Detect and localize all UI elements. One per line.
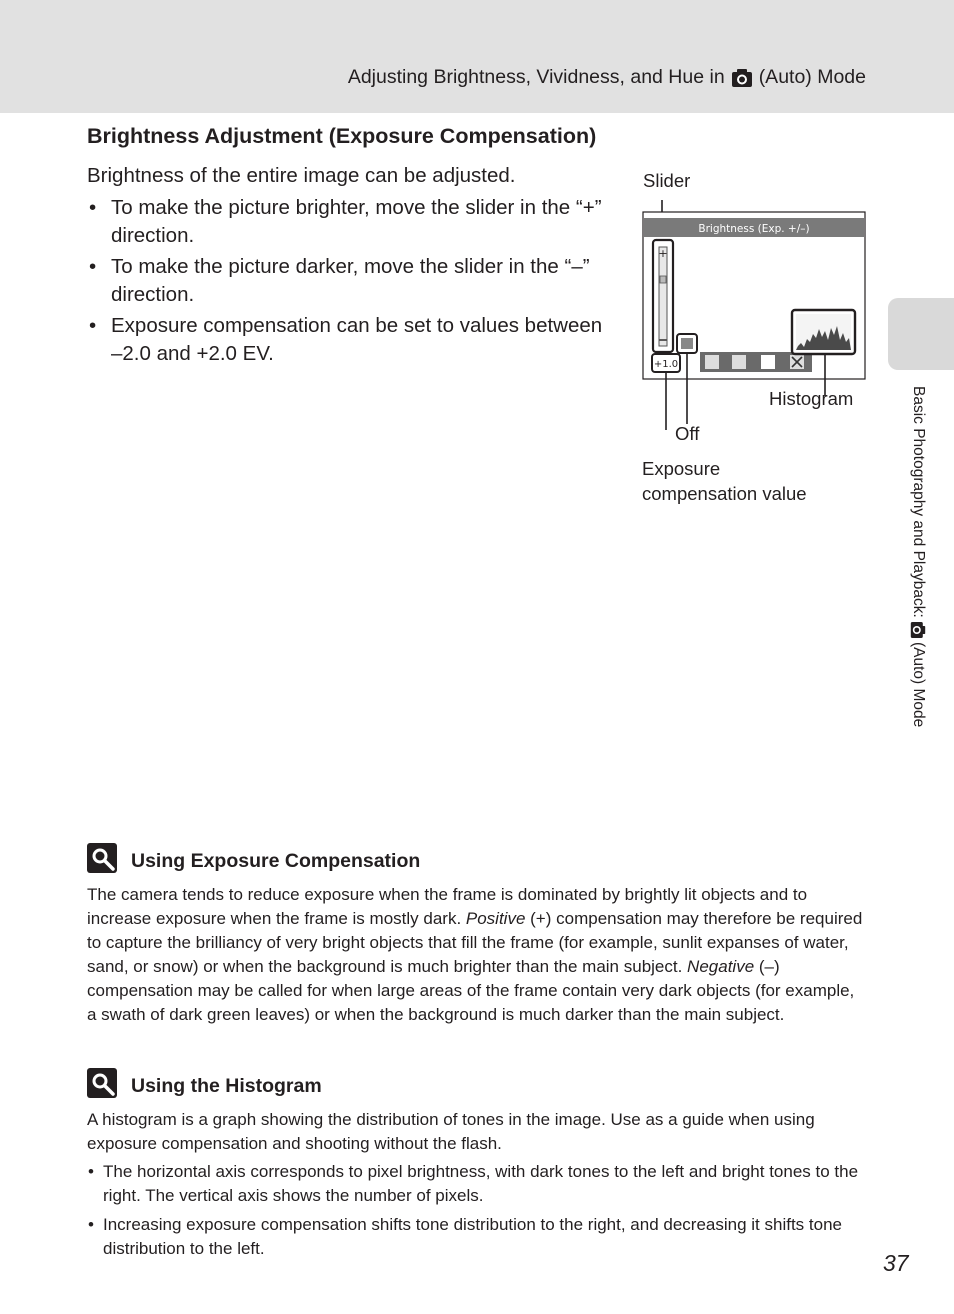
slider-knob (660, 276, 666, 283)
header-title-after: (Auto) Mode (758, 66, 866, 88)
camera-icon (910, 621, 926, 639)
mode-icon-2 (732, 355, 746, 369)
tip-heading (87, 1067, 322, 1098)
mode-icon-1 (705, 355, 719, 369)
tip-emphasis: Negative (687, 957, 755, 976)
screen-title: Brightness (Exp. +/–) (698, 223, 810, 235)
side-label-after: (Auto) Mode (910, 641, 927, 728)
tip-magnifier-icon (87, 843, 117, 873)
callout-exposure-line1: Exposure (642, 458, 721, 479)
section-title: Brightness Adjustment (Exposure Compensation) (87, 124, 597, 148)
side-section-label (909, 386, 927, 727)
list-item: • Increasing exposure compensation shifts tone distribution to the right, and decreasing it shifts tone distribution to the left. (87, 1213, 867, 1261)
slider-track (659, 247, 667, 346)
list-item: • Exposure compensation can be set to values between –2.0 and +2.0 EV. (87, 312, 612, 368)
mode-icon-3 (761, 355, 775, 369)
tip-text: The camera tends to reduce exposure when the frame is dominated by brightly lit objects and to increase exposure when the frame is mostly dark. (87, 885, 808, 928)
tip-paragraph: A histogram is a graph showing the distribution of tones in the image. Use as a guide when using exposure compensation and shooting without the flash. (87, 1110, 815, 1153)
side-thumb-tab (888, 298, 954, 370)
header-title-before: Adjusting Brightness, Vividness, and Hue in (347, 66, 725, 88)
tip-text: (+) compensation may therefore be required to capture the brilliancy of very bright objects that fill the frame (for example, sunlit expanses of water, sand, or snow) or when the background is much brighter than the main subject. (87, 909, 863, 976)
tip-title: Using the Histogram (131, 1075, 322, 1097)
page-number: 37 (883, 1250, 909, 1276)
side-label-before: Basic Photography and Playback: (910, 386, 927, 618)
list-item: • The horizontal axis corresponds to pixel brightness, with dark tones to the left and bright tones to the right. The vertical axis shows the number of pixels. (87, 1160, 867, 1208)
callout-exposure-line2: compensation value (642, 483, 807, 504)
list-item: • To make the picture darker, move the slider in the “–” direction. (87, 253, 612, 309)
tip-title: Using Exposure Compensation (131, 850, 421, 872)
callout-off: Off (675, 423, 700, 444)
section-intro: Brightness of the entire image can be adjusted. (87, 164, 516, 187)
callout-histogram: Histogram (769, 388, 854, 409)
callout-slider: Slider (643, 170, 691, 191)
list-item: • To make the picture brighter, move the slider in the “+” direction. (87, 194, 612, 250)
tip-bullets (87, 1160, 867, 1266)
slider-plus: + (658, 247, 668, 260)
tip-emphasis: Positive (465, 909, 526, 928)
camera-icon (731, 68, 753, 88)
tip-paragraph (87, 883, 867, 1027)
off-icon (681, 338, 693, 349)
tip-magnifier-icon (87, 1068, 117, 1098)
camera-screen-diagram (630, 160, 870, 510)
tip-heading (87, 842, 420, 873)
section-bullets (87, 194, 612, 371)
header-band (0, 0, 954, 113)
running-header (348, 66, 866, 89)
exposure-readout: +1.0 (653, 359, 679, 370)
tip-text: (–) compensation may be called for when large areas of the frame contain very dark objects (for example, a swath of dark green leaves) or when the background is much darker than the main subject. (87, 957, 855, 1024)
